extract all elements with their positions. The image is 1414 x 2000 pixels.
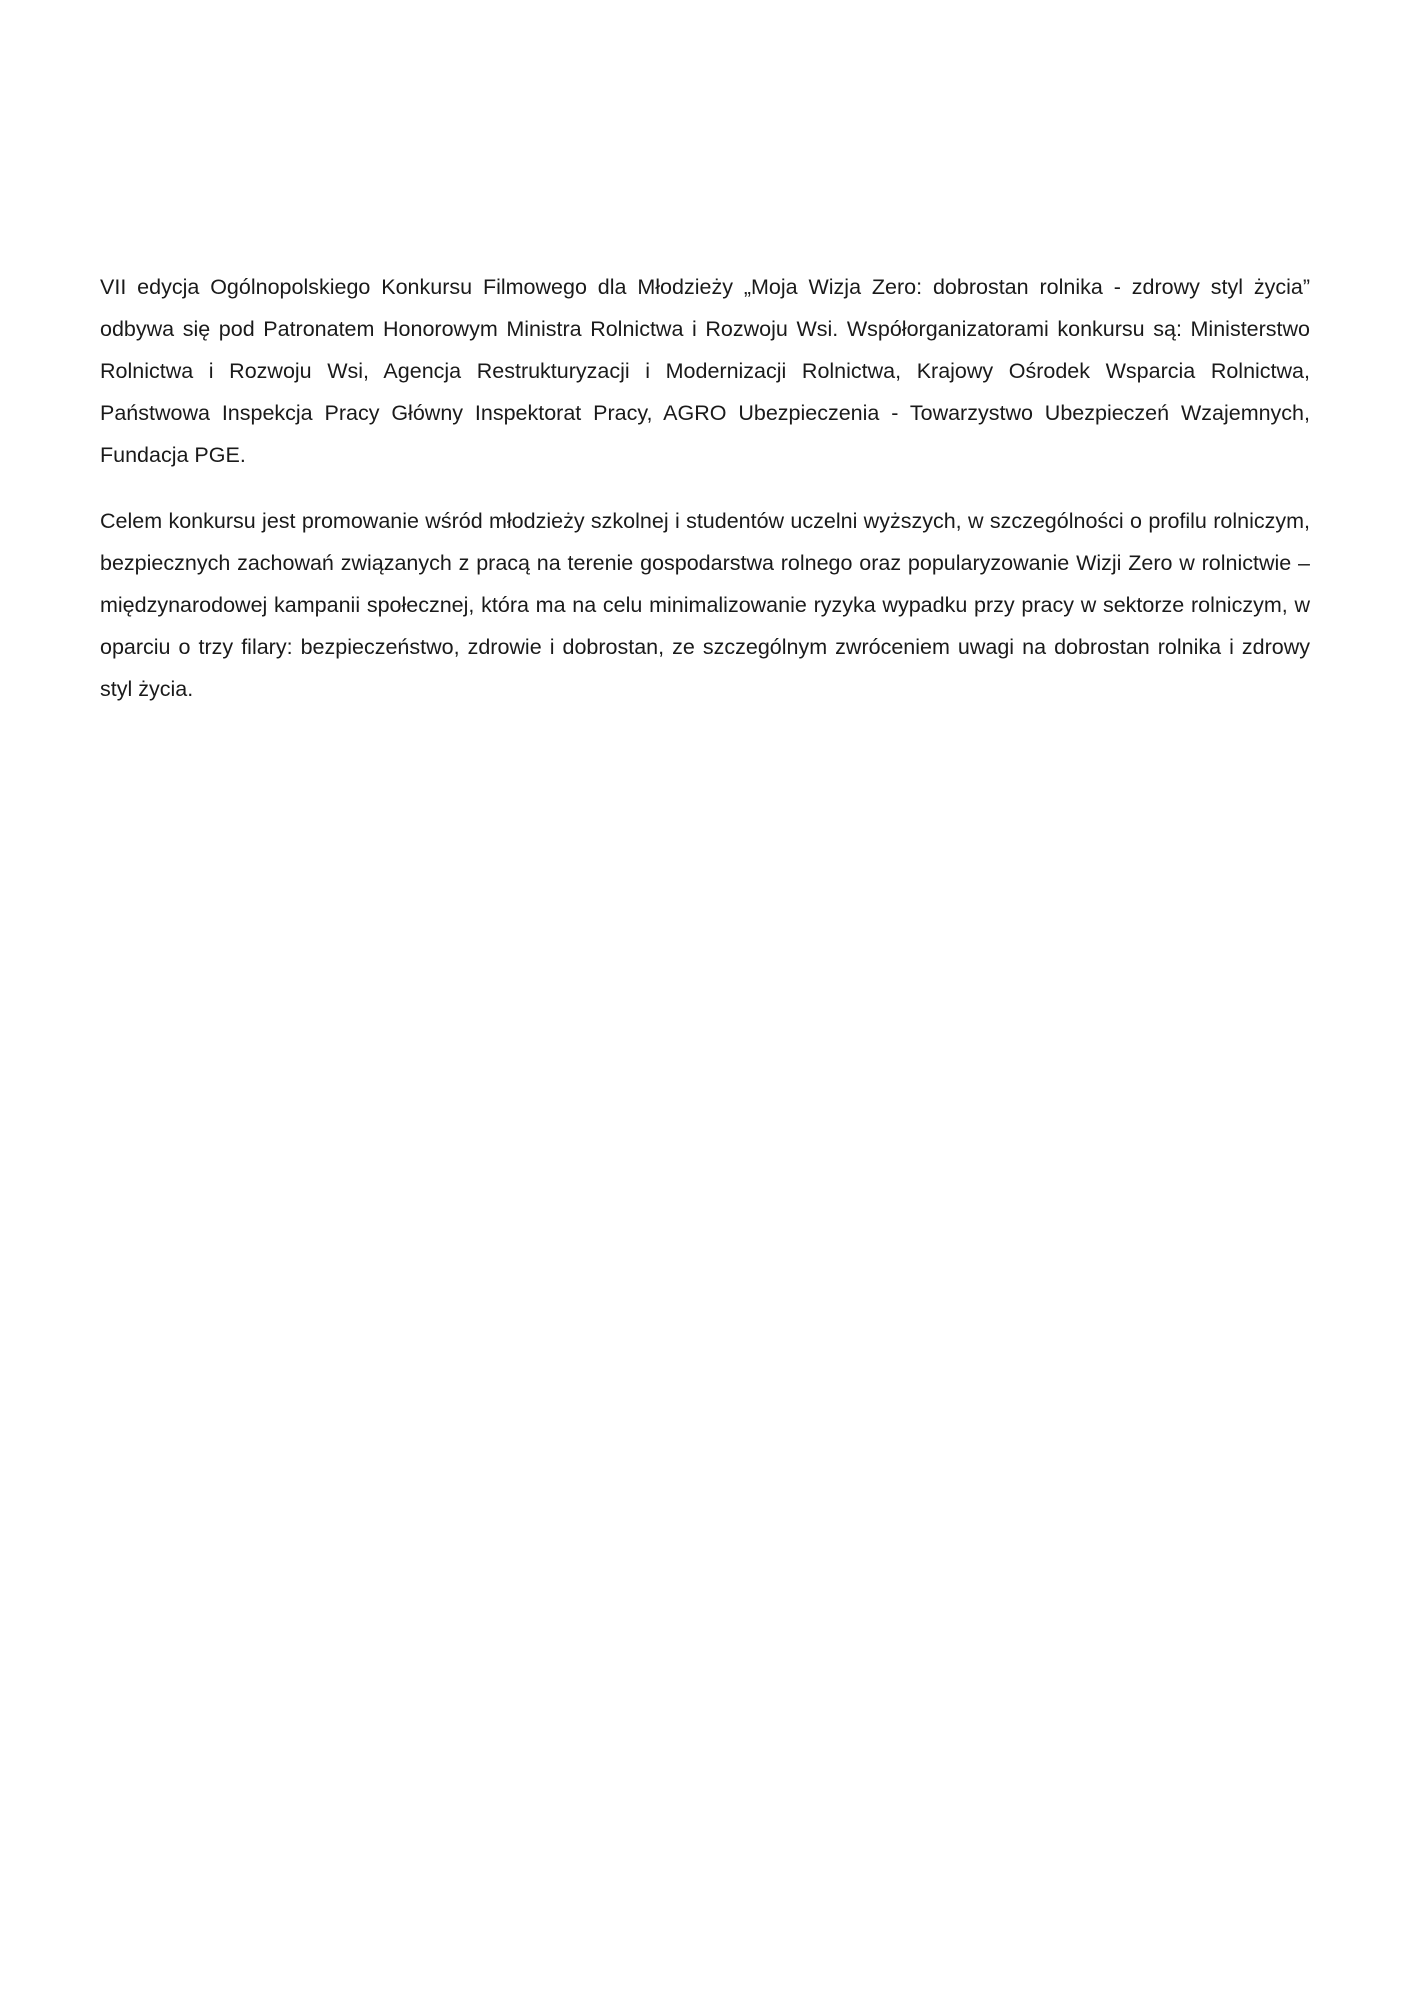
paragraph-contest-intro: VII edycja Ogólnopolskiego Konkursu Filmowego dla Młodzieży „Moja Wizja Zero: dobrostan rolnika - zdrowy styl życia” odbywa się pod Patronatem Honorowym Ministra Rolnictwa i Rozwoju Wsi. Współorganizatorami konkursu są: Ministerstwo Rolnictwa i Rozwoju Wsi, Agencja Restrukturyzacji i Modernizacji Rolnictwa, Krajowy Ośrodek Wsparcia Rolnictwa, Państwowa Inspekcja Pracy Główny Inspektorat Pracy, AGRO Ubezpieczenia - Towarzystwo Ubezpieczeń Wzajemnych, Fundacja PGE.: [100, 275, 1310, 467]
paragraph-contest-goal: Celem konkursu jest promowanie wśród młodzieży szkolnej i studentów uczelni wyższych, w szczególności o profilu rolniczym, bezpiecznych zachowań związanych z pracą na terenie gospodarstwa rolnego oraz popularyzowanie Wizji Zero w rolnictwie – międzynarodowej kampanii społecznej, która ma na celu minimalizowanie ryzyka wypadku przy pracy w sektorze rolniczym, w oparciu o trzy filary: bezpieczeństwo, zdrowie i dobrostan, ze szczególnym zwróceniem uwagi na dobrostan rolnika i zdrowy styl życia.: [100, 509, 1310, 701]
document-body: [100, 266, 1310, 710]
